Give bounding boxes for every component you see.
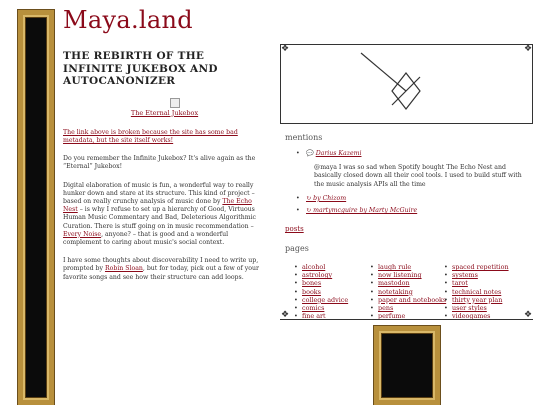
page-link[interactable]: tarot: [452, 279, 468, 288]
repost-link[interactable]: ↻ martymcguire by Marty McGuire: [306, 207, 418, 215]
bottom-gilded-frame: [374, 326, 440, 405]
corner-ornament-icon: ❖: [280, 310, 290, 320]
mention-item: [298, 150, 530, 189]
sigil-icon: [281, 45, 532, 123]
page-link[interactable]: technical notes: [452, 287, 502, 296]
page-link[interactable]: spaced repetition: [452, 263, 509, 271]
mentions-heading: mentions: [285, 133, 323, 142]
sigil-widget: [280, 44, 533, 124]
page-link[interactable]: alcohol: [302, 263, 326, 271]
page-link[interactable]: laugh rule: [378, 263, 412, 271]
page-link[interactable]: comics: [302, 304, 325, 313]
paragraph-2-text-c: , anyone? – that is good and a wonderful complement to caring about music's social context.: [63, 230, 229, 246]
page-link[interactable]: systems: [452, 271, 478, 280]
corner-ornament-icon: ❖: [523, 44, 533, 54]
mentions-list: [298, 150, 530, 219]
chat-bubble-icon: 💬: [306, 150, 314, 157]
post-title: THE REBIRTH OF THE INFINITE JUKEBOX AND AUTOCANONIZER: [63, 50, 218, 87]
page-link[interactable]: college advice: [302, 295, 349, 304]
page-link[interactable]: now listening: [378, 271, 422, 280]
paragraph-3: [63, 257, 261, 282]
paragraph-3-text-a: I have some thoughts about discoverability I need to write up, prompted by: [63, 257, 259, 273]
corner-ornament-icon: ❖: [280, 44, 290, 54]
page-link[interactable]: pens: [378, 304, 394, 313]
page-link[interactable]: bones: [302, 279, 322, 288]
every-noise-link[interactable]: Every Noise: [63, 230, 102, 238]
repost-link[interactable]: ↻ by Chizom: [306, 194, 347, 202]
echo-nest-link[interactable]: The Echo Nest: [63, 197, 252, 214]
page-link[interactable]: mastodon: [378, 279, 410, 288]
broken-image-icon: [170, 98, 180, 108]
paragraph-2: [63, 182, 261, 248]
broken-note-link[interactable]: The link above is broken because the site has some bad metadata, but the site itself works!: [63, 128, 238, 144]
mention-author-link[interactable]: Darius Kazemi: [315, 150, 362, 157]
paragraph-2-text-b: – is why I refuse to set up a hierarchy of Good, Virtuous Human Music Commentary and Bad, Deleterious Algorithmic Curation. There is stuff going on in music recommendation –: [63, 206, 257, 230]
mention-item: [298, 207, 530, 215]
pages-frame-border: [280, 256, 533, 320]
paragraph-1: Do you remember the Infinite Jukebox? It's alive again as the “Eternal” Jukebox!: [63, 155, 256, 171]
page-link[interactable]: perfume: [378, 312, 406, 320]
post-body: [63, 50, 261, 292]
mention-item: [298, 195, 530, 203]
page-link[interactable]: fine art: [302, 312, 326, 320]
mention-text: @maya I was so sad when Spotify bought The Echo Nest and basically closed down all their cool tools. I used to build stuff with the music analysis APIs all the time: [314, 164, 522, 188]
page-link[interactable]: astrology: [302, 271, 333, 280]
corner-ornament-icon: ❖: [523, 310, 533, 320]
post-image[interactable]: [88, 98, 261, 117]
paragraph-3-text-b: , but for today, pick out a few of your favorite songs and see how their structure can add loops.: [63, 265, 259, 281]
pages-heading: pages: [285, 244, 309, 253]
robin-sloan-link[interactable]: Robin Sloan: [104, 265, 143, 273]
paragraph-2-text-a: Digital elaboration of music is fun, a wonderful way to really hunker down and stare at its structure. This kind of project – based on really crunchy analysis of music done by: [63, 181, 255, 205]
site-logo[interactable]: Maya.land: [63, 6, 193, 34]
image-alt-link[interactable]: The Eternal Jukebox: [130, 108, 199, 117]
page-link[interactable]: books: [302, 287, 321, 296]
page-link[interactable]: paper and notebooks: [378, 295, 447, 304]
page-link[interactable]: videogames: [452, 312, 491, 320]
left-gilded-frame: [18, 10, 54, 405]
page-link[interactable]: user styles: [452, 304, 487, 313]
page-link[interactable]: thirty year plan: [452, 295, 503, 304]
posts-link[interactable]: posts: [285, 225, 304, 233]
page-link[interactable]: notetaking: [378, 287, 413, 296]
